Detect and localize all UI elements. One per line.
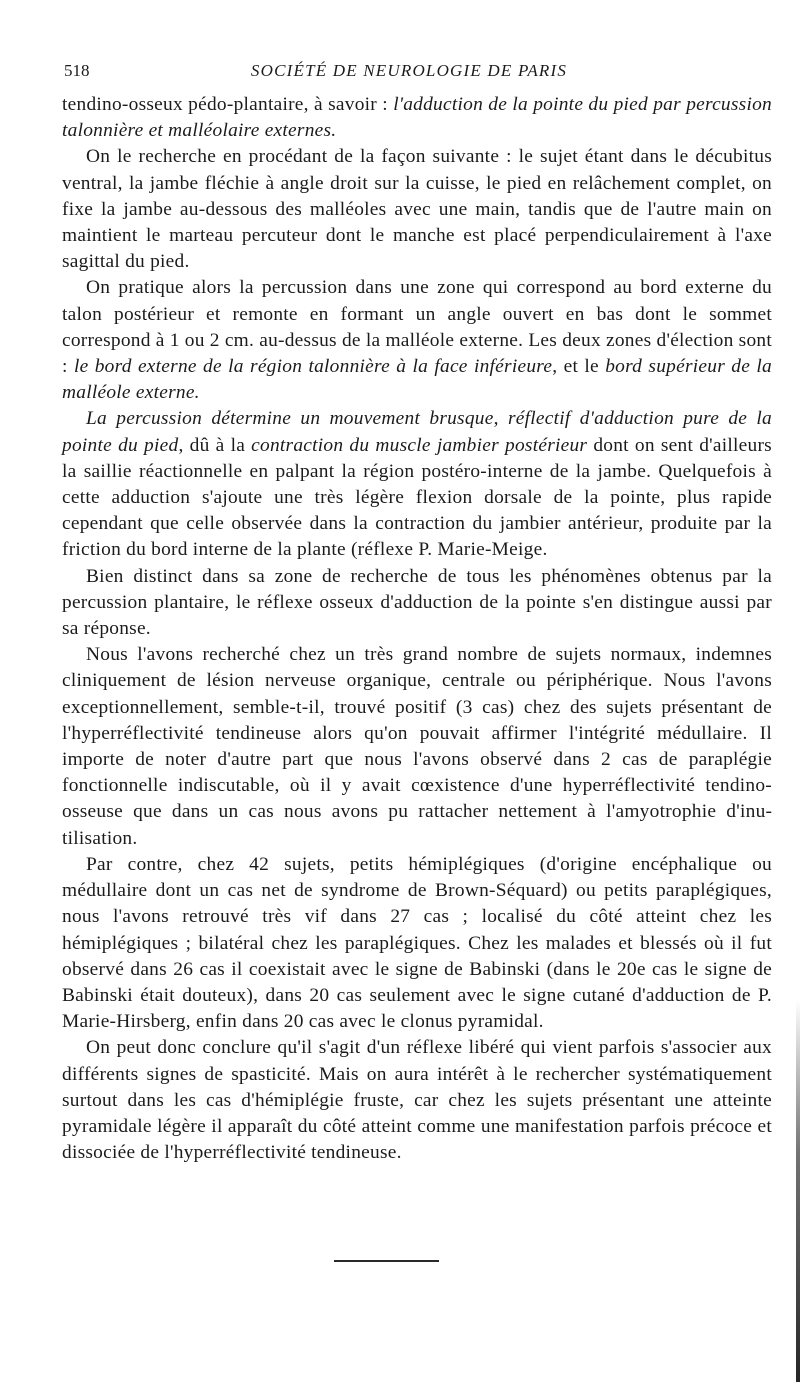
italic-segment: l'adduction de la pointe du pied par percussion talonnière et malléolaire externes.	[62, 94, 772, 142]
italic-segment: contraction du muscle jambier postérieur	[251, 434, 588, 456]
text-segment: Par contre, chez 42 sujets, petits hémiplégiques (d'origine encéphalique ou médullaire dont un cas net de syndrome de Brown-Séquard) ou petits paraplégiques, nous l'avons retrouvé très vif dans 27 cas ; localisé du côté atteint chez les hémiplégiques ; bilatéral chez les paraplégiques. Chez les malades et blessés où il fut observé dans 26 cas il coexistait avec le signe de Babinski (dans le 20e cas le signe de Babinski était douteux), dans 20 cas seulement avec le signe cutané d'adduction de P. Marie-Hirsberg, enfin dans 20 cas avec le clonus pyramidal.	[62, 853, 772, 1033]
journal-title: SOCIÉTÉ DE NEUROLOGIE DE PARIS	[250, 61, 568, 80]
italic-segment: bord supérieur de la malléole externe.	[62, 356, 772, 404]
paragraph	[62, 564, 772, 643]
paragraph	[62, 92, 772, 144]
italic-segment: réflectif d'adduction pure de la pointe du pied	[62, 408, 772, 456]
page-edge-shadow	[796, 1000, 800, 1382]
text-segment: , dû à la	[178, 434, 252, 456]
text-segment: dont on sent d'ailleurs la saillie réactionnelle en palpant la région postéro-interne de la jambe. Quelquefois à cette adduction s'ajoute une très légère flexion dorsale de la pointe, plus rapide cependant que celle observée dans la contraction du jambier antérieur, produite par la friction du bord interne de la plante (réflexe P. Marie-Meige.	[62, 434, 772, 561]
text-segment: Nous l'avons recherché chez un très grand nombre de sujets normaux, indemnes cliniquement de lésion nerveuse organique, centrale ou périphérique. Nous l'avons exceptionnellement, semble-t-il, trouvé positif (3 cas) chez des sujets présentant de l'hyperréflectivité tendineuse alors qu'on pouvait affirmer l'intégrité médullaire. Il importe de noter d'autre part que nous l'avons observé dans 2 cas de paraplégie fonctionnelle indiscutable, où il y avait cœxistence d'une hyperréflectivité tendino-osseuse que dans un cas nous avons pu rattacher nettement à l'amyotrophie d'inutilisation.	[62, 644, 772, 849]
paragraph	[62, 1035, 772, 1166]
text-segment: , et le	[552, 356, 606, 378]
italic-segment: La percussion détermine un mouvement brusque	[86, 408, 494, 430]
text-segment: On peut donc conclure qu'il s'agit d'un réflexe libéré qui vient parfois s'associer aux différents signes de spasticité. Mais on aura intérêt à le rechercher systématiquement surtout dans les cas d'hémiplégie fruste, car chez les sujets présentant une atteinte pyramidale légère il apparaît du côté atteint comme une manifestation parfois précoce et dissociée de l'hyperréflectivité tendineuse.	[62, 1037, 772, 1164]
section-end-rule	[334, 1260, 439, 1262]
paragraph	[62, 144, 772, 275]
running-head	[64, 58, 754, 84]
paragraph	[62, 852, 772, 1035]
text-segment: Bien distinct dans sa zone de recherche de tous les phénomènes obtenus par la percussion plantaire, le réflexe osseux d'adduction de la pointe s'en distingue aussi par sa réponse.	[62, 565, 772, 640]
page-number: 518	[64, 61, 90, 80]
paragraph	[62, 275, 772, 406]
paragraph	[62, 642, 772, 852]
text-segment: ,	[493, 408, 508, 430]
text-segment: tendino-osseux pédo-plantaire, à savoir :	[62, 94, 394, 115]
text-segment: On pratique alors la percussion dans une zone qui correspond au bord externe du talon postérieur et remonte en formant un angle ouvert en bas dont le sommet correspond à 1 ou 2 cm. au-dessus de la malléole externe. Les deux zones d'élection sont :	[62, 277, 772, 378]
article-body	[62, 92, 772, 1166]
text-segment: On le recherche en procédant de la façon suivante : le sujet étant dans le décubitus ventral, la jambe fléchie à angle droit sur la cuisse, le pied en relâchement complet, on fixe la jambe au-dessous des malléoles avec une main, tandis que de l'autre main on maintient le marteau percuteur dont le manche est placé perpendiculairement à l'axe sagittal du pied.	[62, 146, 772, 273]
italic-segment: le bord externe de la région talonnière à la face inférieure	[73, 356, 553, 378]
paragraph	[62, 406, 772, 563]
